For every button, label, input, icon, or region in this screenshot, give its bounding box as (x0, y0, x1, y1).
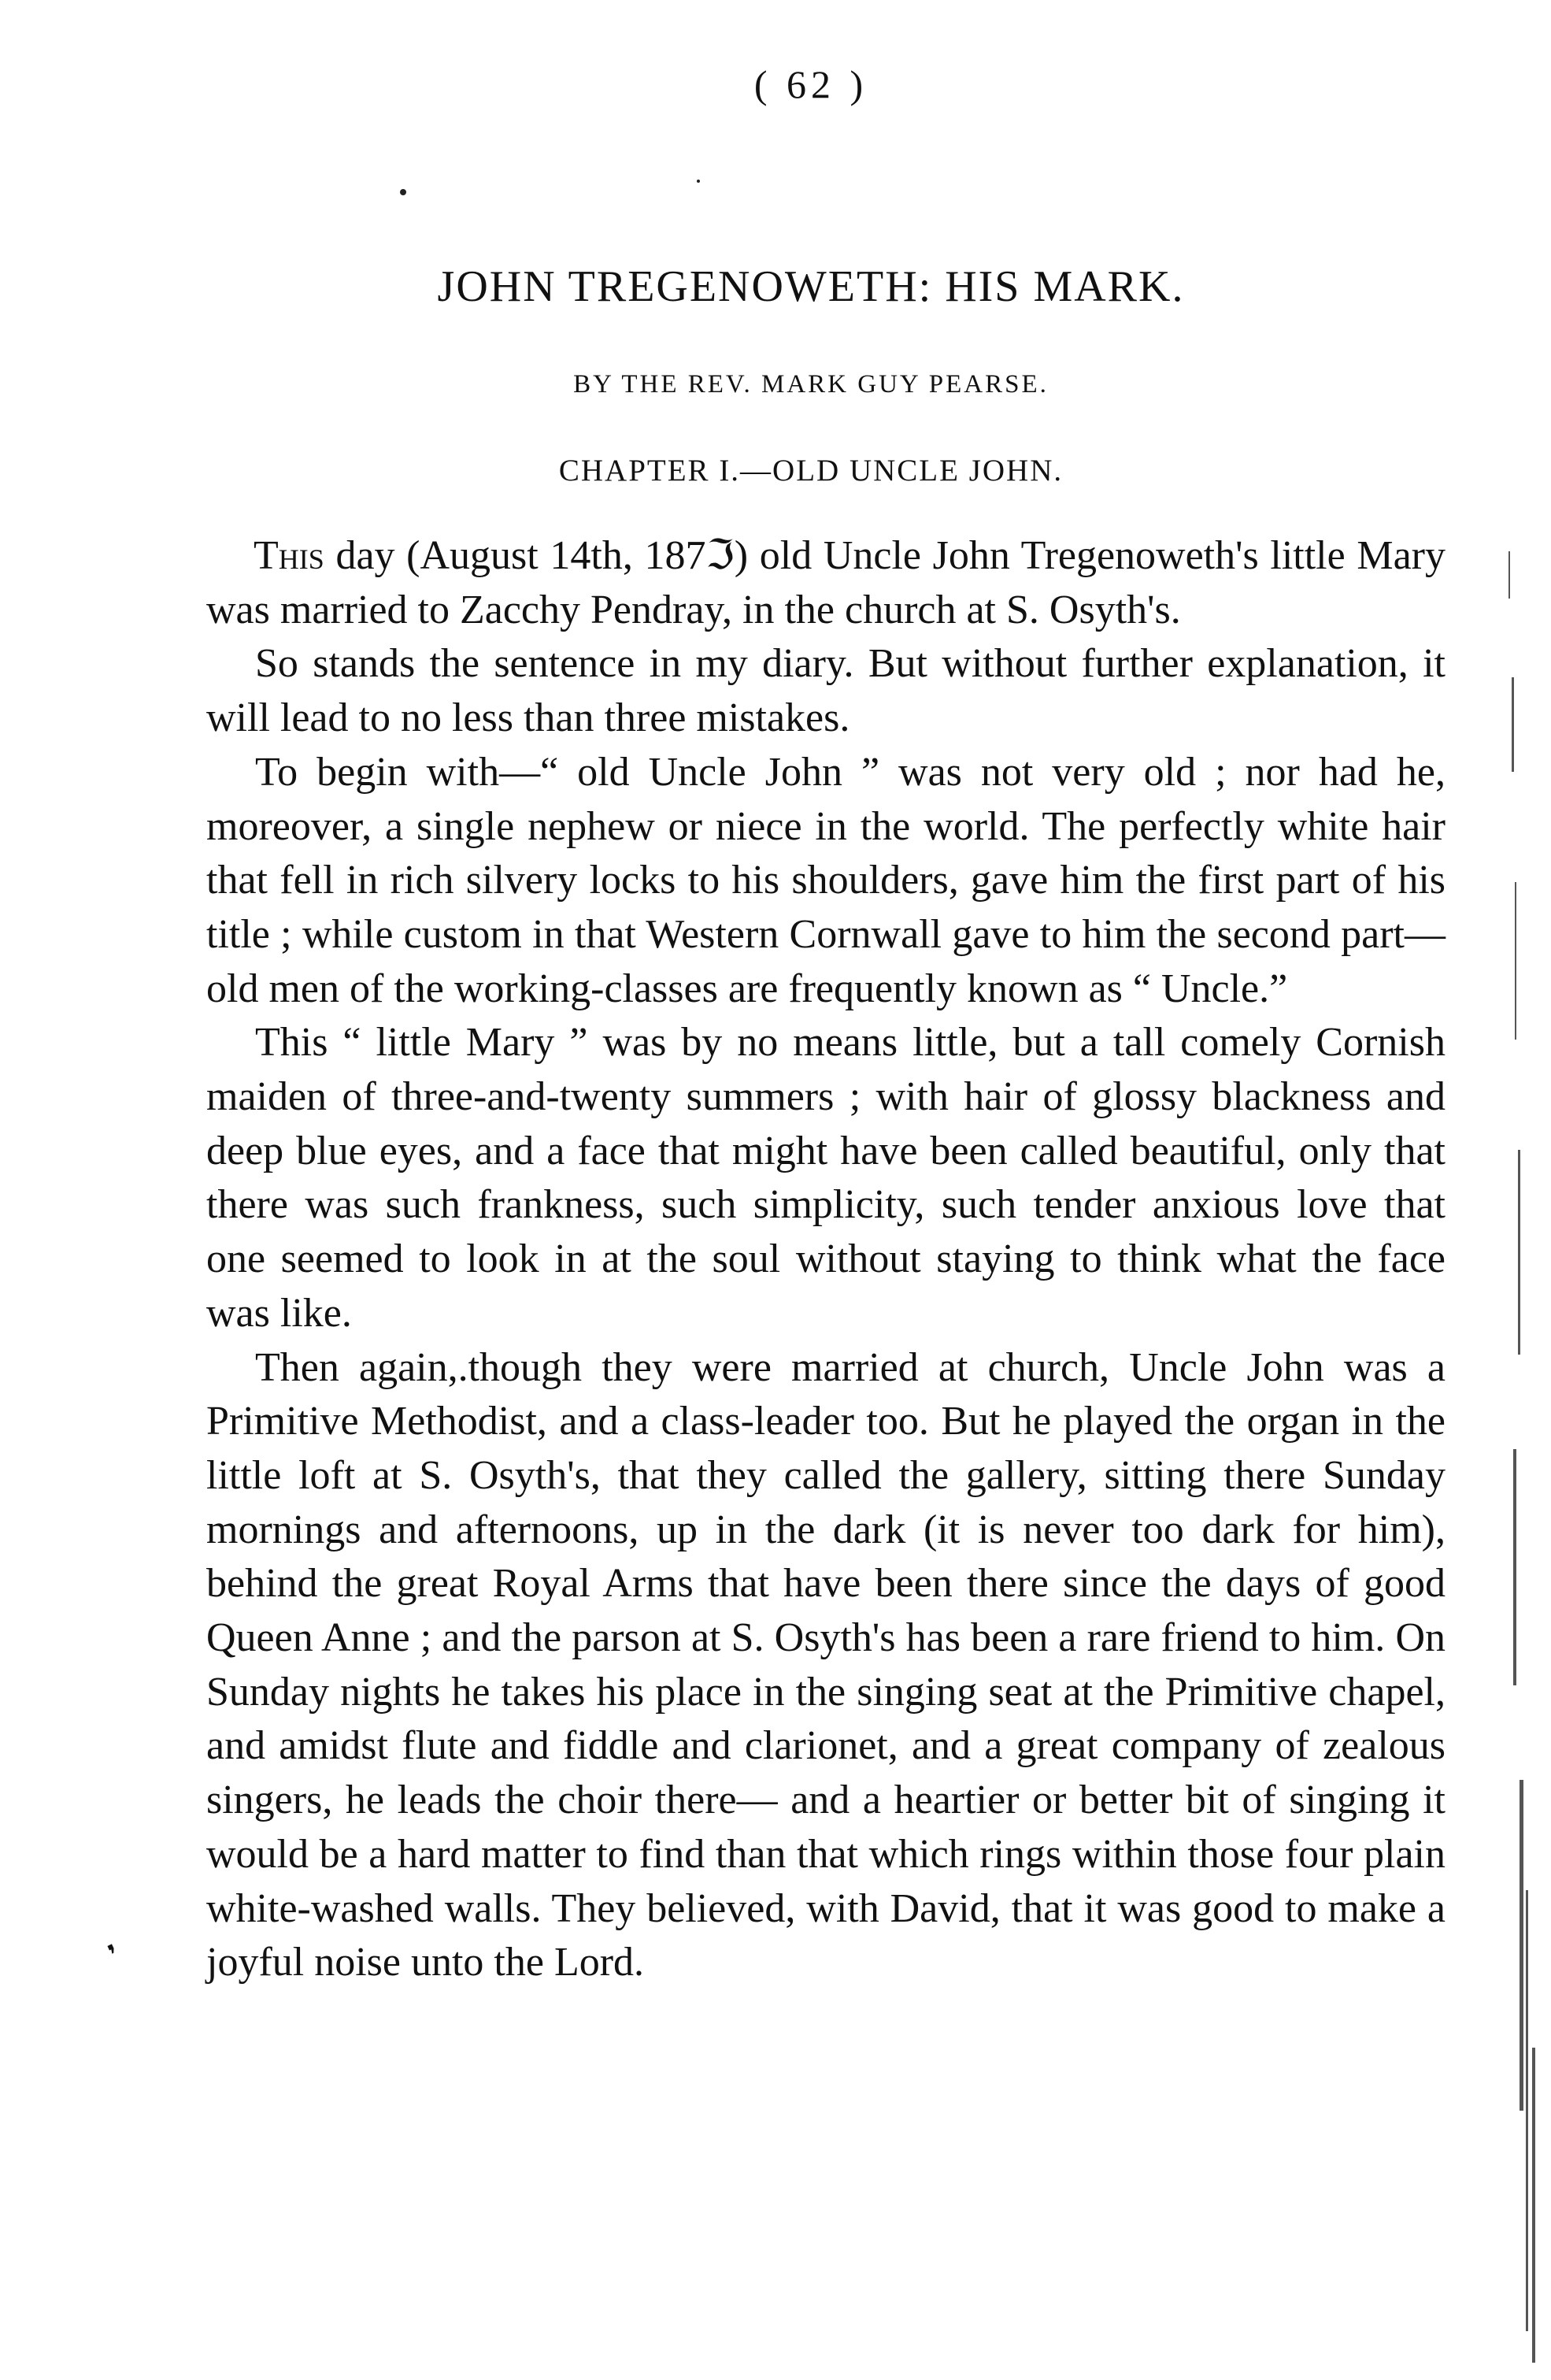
chapter-heading: CHAPTER I.—OLD UNCLE JOHN. (558, 454, 1064, 487)
edge-streak (1513, 1449, 1516, 1685)
paragraph: So stands the sentence in my diary. But without further explanation, it will lead to no less than three mistakes. (206, 641, 1446, 741)
margin-pencil-mark: ❜ (104, 1940, 125, 1970)
paragraph: This “ little Mary ” was by no means little, but a tall comely Cornish maiden of three-and-twenty summers ; with hair of glossy blackness and deep blue eyes, and a face that might have been called beautiful, only that there was such frankness, such simplicity, such tender anxious love that one seemed to look in at the soul without staying to think what the face was like. (206, 1020, 1446, 1336)
paragraph-text: day (August 14th, 187ℑ) old Uncle John Tregenoweth's little Mary was married to Zacchy Pendray, in the church at S. Osyth's. (206, 533, 1446, 632)
paragraph: To begin with—“ old Uncle John ” was not very old ; nor had he, moreover, a single nephew or niece in the world. The perfectly white hair that fell in rich silvery locks to his shoulders, gave him the first part of his title ; while custom in that Western Cornwall gave to him the second part—old men of the working-classes are frequently known as “ Uncle.” (206, 749, 1446, 1011)
edge-streak (1518, 1150, 1520, 1355)
drop-lead-word: This (254, 533, 324, 578)
paragraph (206, 529, 1446, 637)
speck (697, 180, 700, 183)
edge-streak (1515, 882, 1516, 1040)
edge-streak (1508, 551, 1510, 599)
edge-streak (1532, 2048, 1535, 2363)
edge-streak (1526, 1890, 1528, 2331)
author-byline: BY THE REV. MARK GUY PEARSE. (573, 370, 1049, 399)
edge-streak (1512, 677, 1514, 772)
speck (400, 189, 406, 195)
edge-streak (1520, 1780, 1523, 2111)
article-title: JOHN TREGENOWETH: HIS MARK. (437, 262, 1185, 311)
scanned-page-edge (1504, 551, 1551, 2380)
paragraph: Then again,.though they were married at church, Uncle John was a Primitive Methodist, and a class-leader too. But he played the organ in the little loft at S. Osyth's, that they called the gallery, sitting there Sunday mornings and afternoons, up in the dark (it is never too dark for him), behind the great Royal Arms that have been there since the days of good Queen Anne ; and the parson at S. Osyth's has been a rare friend to him. On Sunday nights he takes his place in the singing seat at the Primitive chapel, and amidst flute and fiddle and clarionet, and a great company of zealous singers, he leads the choir there— and a heartier or better bit of singing it would be a hard matter to find than that which rings within those four plain white-washed walls. They believed, with David, that it was good to make a joyful noise unto the Lord. (206, 1344, 1446, 1985)
page-number: ( 62 ) (753, 62, 868, 106)
body-text (206, 529, 1446, 1990)
